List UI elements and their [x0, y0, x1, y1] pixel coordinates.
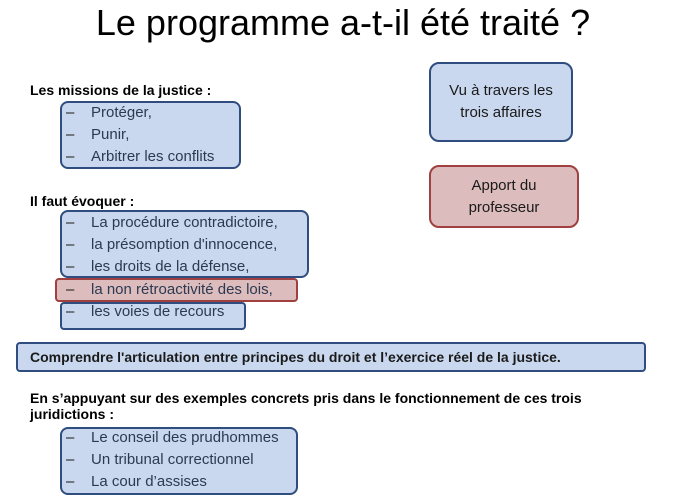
- bullet-dash: –: [66, 148, 75, 165]
- bullet-dash: –: [66, 104, 75, 121]
- bullet-dash: –: [66, 126, 75, 143]
- callout-trois-affaires: [429, 62, 573, 142]
- callout-apport-professeur: [429, 165, 579, 228]
- bullet-dash: –: [66, 451, 75, 468]
- exemples-heading: En s’appuyant sur des exemples concrets pris dans le fonctionnement de ces trois juridictions :: [30, 390, 582, 422]
- bullet-dash: –: [66, 303, 75, 320]
- bullet-dash: –: [66, 281, 75, 298]
- missions-heading: Les missions de la justice :: [30, 82, 212, 98]
- bullet-dash: –: [66, 429, 75, 446]
- bullet-dash: –: [66, 214, 75, 231]
- callout-line: Vu à travers les: [449, 82, 553, 99]
- articulation-banner: Comprendre l'articulation entre principes du droit et l’exercice réel de la justice.: [16, 342, 646, 372]
- bullet-dash: –: [66, 258, 75, 275]
- callout-line: trois affaires: [460, 104, 542, 121]
- bullet-dash: –: [66, 473, 75, 490]
- evoquer-heading: Il faut évoquer :: [30, 193, 135, 209]
- callout-line: professeur: [468, 198, 540, 216]
- callout-line: Apport du: [471, 176, 537, 194]
- slide-title: Le programme a-t-il été traité ?: [95, 2, 591, 43]
- bullet-dash: –: [66, 236, 75, 253]
